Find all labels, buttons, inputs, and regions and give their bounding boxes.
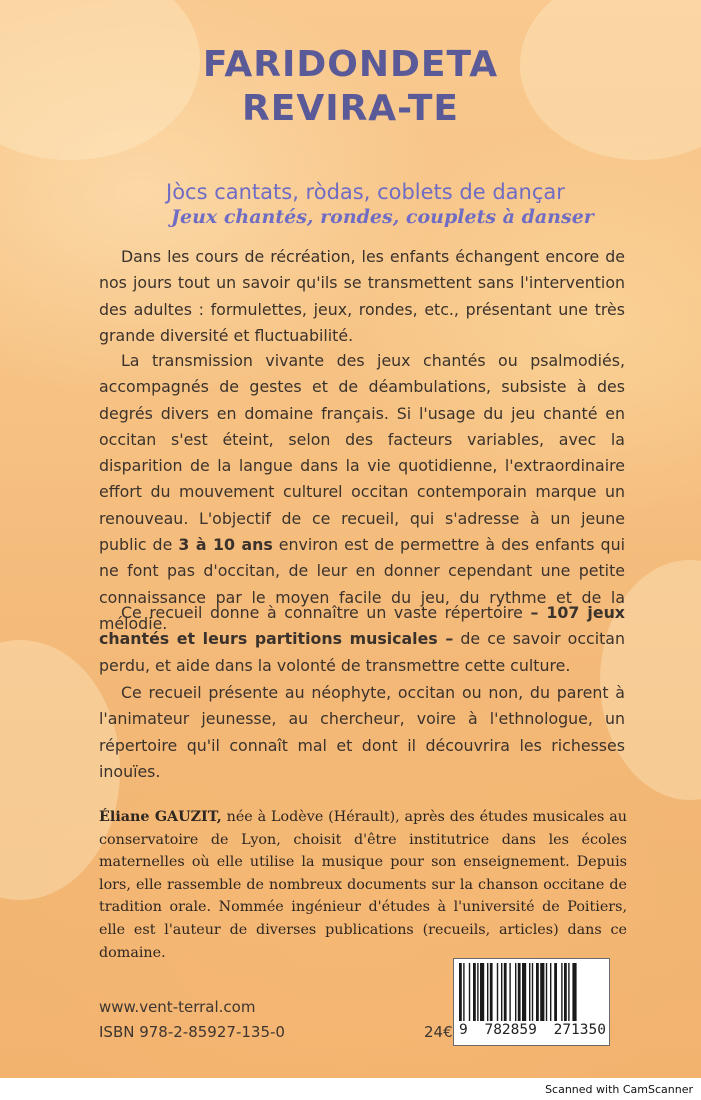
publisher-website: www.vent-terral.com (99, 998, 256, 1016)
barcode-digit-group: 271350 (553, 1022, 606, 1038)
author-biography: Éliane GAUZIT, née à Lodève (Hérault), après des études musicales au conservatoire de Lyon, choisit d'être institutrice dans les écoles maternelles où elle utilise la musique pour son enseignement. Depuis lors, elle rassemble de nombreux documents sur la chanson occitane de tradition orale. Nommée ingénieur d'études à l'université de Poitiers, elle est l'auteur de diverses publications (recueils, articles) dans ce domaine. (99, 809, 627, 961)
description-paragraph-2: La transmission vivante des jeux chantés ou psalmodiés, accompagnés de gestes et de déambulations, subsiste à des degrés divers en domaine français. Si l'usage du jeu chanté en occitan s'est éteint, selon des facteurs variables, avec la disparition de la langue dans la vie quotidienne, l'extraordinaire effort du mouvement culturel occitan contemporain marque un renouveau. L'objectif de ce recueil, qui s'adresse à un jeune public de 3 à 10 ans environ est de permettre à des enfants qui ne font pas d'occitan, de leur en donner cependant une petite connaissance par le moyen facile du jeu, du rythme et de la mélodie. (99, 351, 625, 633)
barcode (453, 958, 610, 1046)
price-label: 24€ (424, 1023, 453, 1041)
book-title-line-1: FARIDONDETA (202, 44, 499, 85)
book-title-line-2: REVIRA-TE (242, 88, 459, 129)
isbn-number: ISBN 978-2-85927-135-0 (99, 1023, 285, 1041)
subtitle-occitan: Jòcs cantats, ròdas, coblets de dançar (166, 180, 565, 204)
barcode-bars-icon (459, 963, 606, 1021)
repertoire-highlight: – 107 jeux chantés et leurs partitions musicales – (99, 603, 625, 649)
scanner-watermark: Scanned with CamScanner (545, 1083, 693, 1096)
barcode-digits (454, 1022, 611, 1038)
description-paragraph-1: Dans les cours de récréation, les enfants échangent encore de nos jours tout un savoir qu'ils se transmettent sans l'intervention des adultes : formulettes, jeux, rondes, etc., présentant une très grande diversité et fluctuabilité. (99, 247, 625, 345)
age-range-highlight: 3 à 10 ans (178, 535, 273, 555)
author-name: Éliane GAUZIT, (99, 809, 222, 825)
barcode-digit-group: 782859 (484, 1022, 537, 1038)
barcode-digit-group: 9 (459, 1022, 468, 1038)
description-paragraph-4: Ce recueil présente au néophyte, occitan ou non, du parent à l'animateur jeunesse, au chercheur, voire à l'ethnologue, un répertoire qu'il connaît mal et dont il découvrira les richesses inouïes. (99, 683, 625, 781)
subtitle-french: Jeux chantés, rondes, couplets à danser (171, 206, 594, 228)
description-paragraph-3: Ce recueil donne à connaître un vaste répertoire – 107 jeux chantés et leurs partitions musicales – de ce savoir occitan perdu, et aide dans la volonté de transmettre cette culture. (99, 603, 625, 675)
